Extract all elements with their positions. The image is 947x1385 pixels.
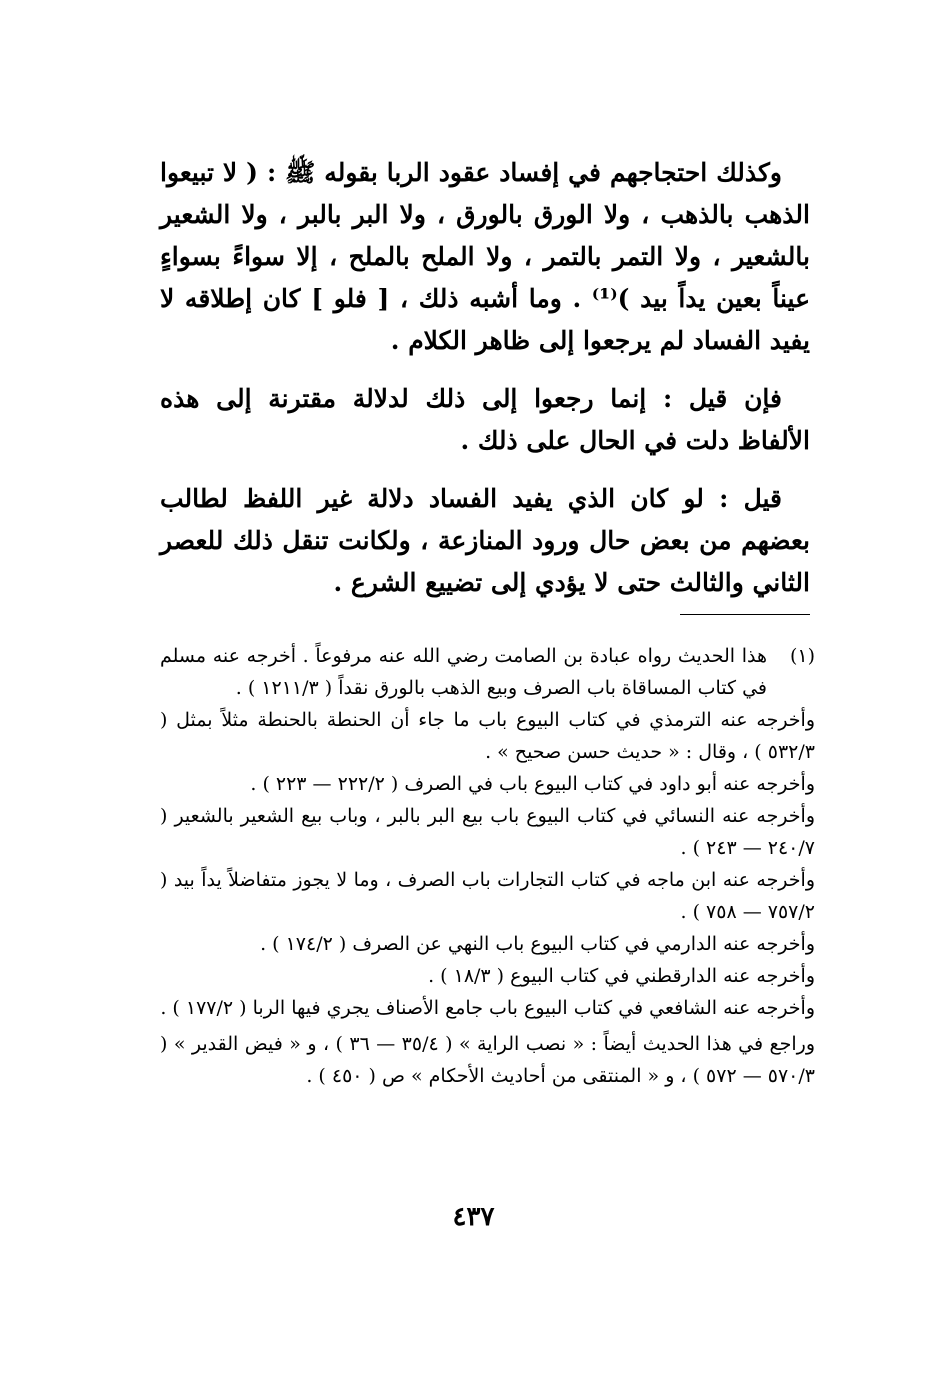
footnote-entry: وأخرجه عنه الدارقطني في كتاب البيوع ( ١٨/٣ ) . bbox=[428, 965, 815, 987]
footnote-entry: وأخرجه عنه الدارمي في كتاب البيوع باب النهي عن الصرف ( ١٧٤/٢ ) . bbox=[260, 933, 815, 955]
main-paragraph: قيل : لو كان الذي يفيد الفساد دلالة غير اللفظ لطالب بعضهم من بعض حال ورود المنازعة ، ولكانت تنقل ذلك للعصر الثاني والثالث حتى لا يؤدي إلى تضييع الشرع . bbox=[160, 484, 810, 597]
footnote-marker: (١) bbox=[789, 645, 815, 667]
footnote-entry: وأخرجه عنه الشافعي في كتاب البيوع باب جامع الأصناف يجري فيها الربا ( ١٧٧/٢ ) . bbox=[160, 997, 815, 1019]
footnote-body bbox=[160, 640, 767, 704]
footnote-entry: وأخرجه عنه النسائي في كتاب البيوع باب بيع البر بالبر ، وباب بيع الشعير بالشعير ( ٢٤٠/٧ — ٢٤٣ ) . bbox=[160, 805, 815, 859]
footnote-entry: وأخرجه عنه أبو داود في كتاب البيوع باب في الصرف ( ٢٢٢/٢ — ٢٢٣ ) . bbox=[250, 773, 815, 795]
page-number: ٤٣٧ bbox=[452, 1202, 495, 1232]
footnotes bbox=[160, 640, 815, 1092]
main-text bbox=[160, 152, 810, 604]
main-paragraph: فإن قيل : إنما رجعوا إلى ذلك لدلالة مقترنة إلى هذه الألفاظ دلت في الحال على ذلك . bbox=[160, 384, 810, 455]
main-paragraph: وكذلك احتجاجهم في إفساد عقود الربا بقوله ﷺ : ( لا تبيعوا الذهب بالذهب ، ولا الورق بالورق ، ولا البر بالبر ، ولا الشعير بالشعير ، ولا التمر بالتمر ، ولا الملح بالملح ، إلا سواءً بسواءٍ عيناً بعين يداً بيد )⁽¹⁾ . وما أشبه ذلك ، [ فلو ] كان إطلاقه لا يفيد الفساد لم يرجعوا إلى ظاهر الكلام . bbox=[160, 158, 810, 355]
footnote-entry: وأخرجه عنه ابن ماجه في كتاب التجارات باب الصرف ، وما لا يجوز متفاضلاً يداً بيد ( ٧٥٧/٢ — ٧٥٨ ) . bbox=[160, 869, 815, 923]
footnote-1 bbox=[160, 640, 815, 704]
footnote-separator bbox=[680, 614, 810, 615]
footnote-entry: هذا الحديث رواه عبادة بن الصامت رضي الله عنه مرفوعاً . أخرجه عنه مسلم في كتاب المساقاة باب الصرف وبيع الذهب بالورق نقداً ( ١٢١١/٣ ) . bbox=[160, 645, 767, 699]
footnote-references: وراجع في هذا الحديث أيضاً : « نصب الراية » ( ٣٥/٤ — ٣٦ ) ، و « فيض القدير » ( ٥٧٠/٣ — ٥٧٢ ) ، و « المنتقى من أحاديث الأحكام » ص ( ٤٥٠ ) . bbox=[160, 1033, 815, 1087]
footnote-entry: وأخرجه عنه الترمذي في كتاب البيوع باب ما جاء أن الحنطة بالحنطة مثلاً بمثل ( ٥٣٢/٣ ) ، وقال : « حديث حسن صحيح » . bbox=[160, 709, 815, 763]
